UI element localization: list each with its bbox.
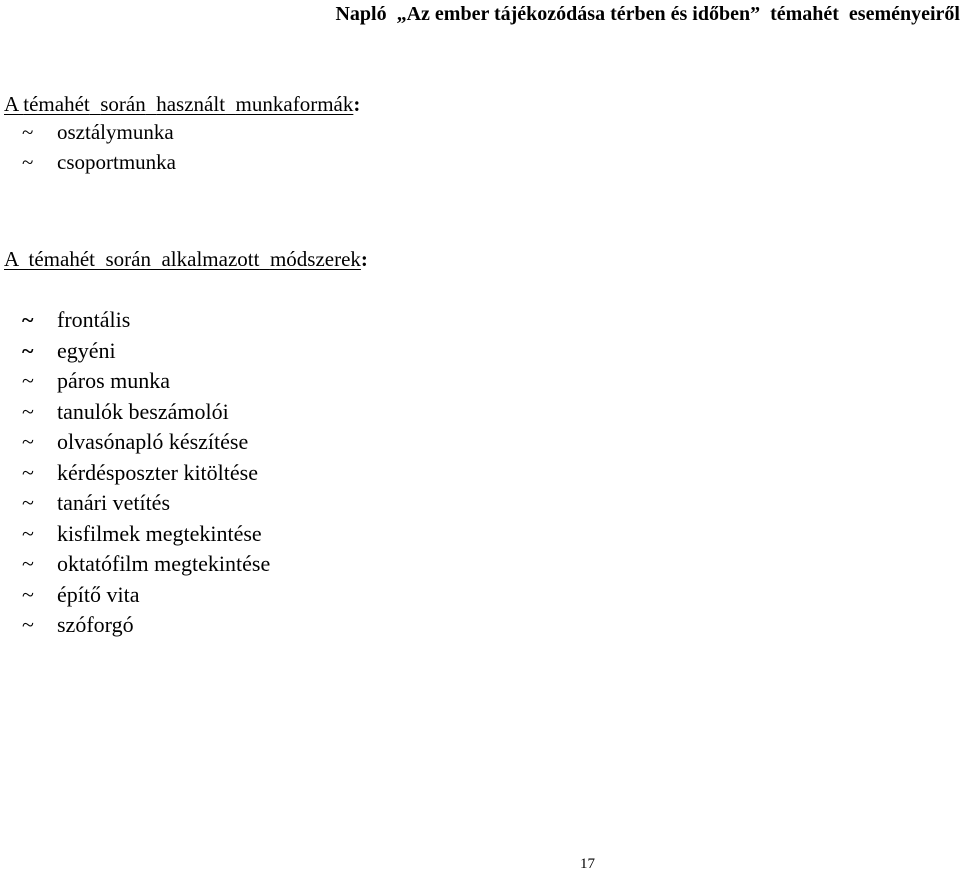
list-item-text: páros munka xyxy=(57,368,171,393)
list-item-text: tanulók beszámolói xyxy=(57,398,229,424)
list-item xyxy=(22,336,270,367)
tilde-bullet: ~ xyxy=(22,520,34,546)
tilde-bullet: ~ xyxy=(22,581,34,607)
tilde-bullet: ~ xyxy=(22,551,34,576)
heading-colon: : xyxy=(353,92,361,116)
tilde-bullet: ~ xyxy=(22,490,34,515)
heading-word: során xyxy=(100,92,146,116)
list-item xyxy=(22,488,270,519)
tilde-bullet: ~ xyxy=(22,459,34,485)
list-item-text: kisfilmek megtekintése xyxy=(57,520,262,546)
list-item-text: építő vita xyxy=(57,581,140,607)
heading-word: használt xyxy=(156,92,226,116)
tilde-bullet: ~ xyxy=(22,612,34,637)
tilde-bullet: ~ xyxy=(22,398,34,424)
section-heading-work-forms xyxy=(4,92,360,116)
list-item-text: osztálymunka xyxy=(57,120,174,144)
list-item-text: frontális xyxy=(57,307,131,332)
tilde-bullet: ~ xyxy=(22,337,34,363)
section-heading-methods xyxy=(4,247,368,271)
list-item-text: csoportmunka xyxy=(57,150,176,174)
heading-word: munkaformák xyxy=(235,92,354,116)
list-item xyxy=(22,458,270,489)
heading-word: A xyxy=(4,247,19,271)
heading-word: A xyxy=(4,92,19,116)
heading-word: során xyxy=(105,247,151,271)
list-item-text: oktatófilm megtekintése xyxy=(57,551,271,576)
document-title: Napló „Az ember tájékozódása térben és időben” témahét eseményeiről xyxy=(335,3,960,25)
heading-word: témahét xyxy=(23,92,90,116)
list-item xyxy=(22,117,176,147)
list-item xyxy=(22,580,270,611)
heading-colon: : xyxy=(360,247,368,271)
list-item-text: szóforgó xyxy=(57,612,134,637)
list-item-text: egyéni xyxy=(57,337,116,363)
list-item-text: olvasónapló készítése xyxy=(57,429,249,454)
tilde-bullet: ~ xyxy=(22,307,34,332)
work-forms-list xyxy=(22,117,176,177)
tilde-bullet: ~ xyxy=(22,429,34,454)
list-item-text: kérdésposzter kitöltése xyxy=(57,459,258,485)
list-item xyxy=(22,549,270,580)
methods-list xyxy=(22,305,270,641)
list-item-text: tanári vetítés xyxy=(57,490,171,515)
list-item xyxy=(22,397,270,428)
list-item xyxy=(22,519,270,550)
page-number: 17 xyxy=(580,856,595,872)
heading-word: módszerek xyxy=(269,247,361,271)
list-item xyxy=(22,427,270,458)
heading-word: alkalmazott xyxy=(161,247,260,271)
list-item xyxy=(22,366,270,397)
list-item xyxy=(22,305,270,336)
heading-word: témahét xyxy=(28,247,95,271)
tilde-bullet: ~ xyxy=(22,120,34,144)
tilde-bullet: ~ xyxy=(22,368,34,393)
list-item xyxy=(22,610,270,641)
list-item xyxy=(22,147,176,177)
tilde-bullet: ~ xyxy=(22,150,34,174)
